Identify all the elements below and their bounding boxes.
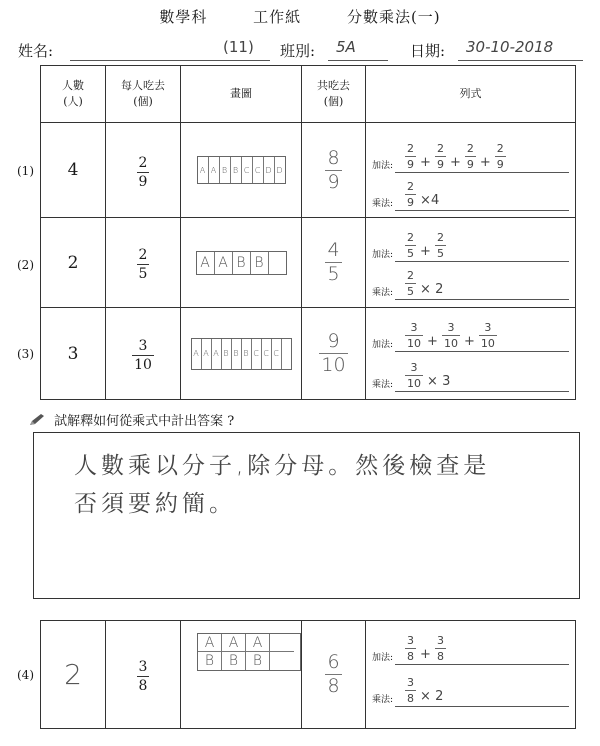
- drawing-box: C: [252, 339, 262, 369]
- drawing-cell: [181, 621, 302, 729]
- formula-cell: [366, 621, 576, 729]
- people-cell: 2: [41, 621, 106, 729]
- class-label: 班別:: [280, 42, 316, 60]
- total-cell: $\frac{9}{10}$: [302, 308, 366, 400]
- table-row: [41, 218, 576, 308]
- col-header-drawing: 畫圖: [181, 66, 302, 123]
- plus-sign: +: [463, 334, 475, 349]
- grid-cell: [270, 652, 294, 670]
- formula-cell: [366, 308, 576, 400]
- col-header-formula: 列式: [366, 66, 576, 123]
- drawing-box: B: [242, 339, 252, 369]
- date-line: [458, 60, 583, 61]
- addition-line: 加法: $\frac{2}{9}$ + $\frac{2}{9}$ + $\frac{2}{9}$ + $\frac{2}{9}$: [372, 137, 569, 173]
- fraction-term: $\frac{2}{5}$: [436, 231, 444, 260]
- col-header-people: 人數 (人): [41, 66, 106, 123]
- drawing-box: B: [233, 252, 251, 274]
- drawing-cell: [181, 218, 302, 308]
- date-label: 日期:: [410, 42, 446, 60]
- drawing-box: B: [232, 339, 242, 369]
- drawing-cell: [181, 308, 302, 400]
- drawing-box: B: [251, 252, 269, 274]
- drawing-box: D: [276, 165, 283, 175]
- drawing-box: B: [222, 339, 232, 369]
- answer-box: [33, 432, 580, 599]
- fraction-term: $\frac{2}{5}$: [407, 231, 415, 260]
- drawing-box: A: [212, 339, 222, 369]
- pencil-icon: [28, 413, 46, 431]
- drawing-box: [269, 252, 286, 274]
- drawing-box: B: [231, 157, 242, 183]
- worksheet-title: [0, 6, 600, 27]
- drawing-box: C: [262, 339, 272, 369]
- addition-line: 加法: $\frac{3}{8}$ + $\frac{3}{8}$: [372, 627, 569, 665]
- fraction-term: $\frac{3}{10}$: [480, 321, 495, 350]
- each-cell: $\frac{2}{9}$: [106, 123, 181, 218]
- drawing-box: B: [220, 157, 231, 183]
- fraction-term: $\frac{2}{9}$: [407, 142, 415, 171]
- fraction-term: $\frac{2}{9}$: [466, 142, 474, 171]
- col-header-each: 每人吃去 (個): [106, 66, 181, 123]
- student-info: [18, 38, 588, 64]
- title-topic: 分數乘法(一): [346, 8, 441, 26]
- grid-cell: A: [222, 634, 246, 652]
- col-header-total: 共吃去 (個): [302, 66, 366, 123]
- multiplication-line: 乘法: $\frac{3}{8}$ × 2: [372, 669, 569, 707]
- drawing-box: [282, 339, 291, 369]
- fraction-grid-drawing: [197, 633, 301, 671]
- plus-sign: +: [449, 155, 461, 170]
- worksheet-table: [40, 65, 576, 400]
- row-label-1: (1): [17, 164, 34, 178]
- fraction-drawing: [197, 156, 286, 184]
- row-label-4: (4): [17, 668, 34, 682]
- drawing-box: C: [253, 157, 264, 183]
- multiplication-line: 乘法: $\frac{2}{5}$ × 2: [372, 264, 569, 300]
- drawing-box: C: [272, 339, 282, 369]
- class-line: [328, 60, 388, 61]
- drawing-box: A: [215, 252, 233, 274]
- title-subject: 數學科: [159, 8, 208, 26]
- fraction-drawing: [196, 251, 287, 275]
- table-row: [41, 621, 576, 729]
- plus-sign: +: [427, 334, 438, 349]
- drawing-box: D: [264, 157, 275, 183]
- plus-sign: +: [420, 155, 431, 170]
- people-cell: 4: [41, 123, 106, 218]
- class-value: 5A: [336, 38, 356, 56]
- question: [28, 410, 234, 431]
- multiplication-line: 乘法: $\frac{2}{9}$ ×4: [372, 175, 569, 211]
- total-cell: $\frac{4}{5}$: [302, 218, 366, 308]
- drawing-box: A: [202, 339, 212, 369]
- question-text: 試解釋如何從乘式中計出答案 ?: [54, 414, 235, 429]
- worksheet-table-extra: [40, 620, 576, 729]
- each-cell: $\frac{3}{10}$: [106, 308, 181, 400]
- formula-cell: [366, 123, 576, 218]
- grid-cell: B: [246, 652, 270, 670]
- plus-sign: +: [479, 155, 491, 170]
- each-cell: $\frac{3}{8}$: [106, 621, 181, 729]
- title-type: 工作紙: [253, 8, 302, 26]
- fraction-term: $\frac{3}{10}$: [443, 321, 458, 350]
- row-label-3: (3): [17, 347, 34, 361]
- each-cell: $\frac{2}{5}$: [106, 218, 181, 308]
- formula-cell: [366, 218, 576, 308]
- fraction-term: $\frac{2}{9}$: [496, 142, 504, 171]
- drawing-box: A: [192, 339, 202, 369]
- fraction-term: $\frac{2}{9}$: [436, 142, 444, 171]
- drawing-cell: [181, 123, 302, 218]
- class-number: (11): [223, 38, 254, 56]
- name-line: [70, 60, 270, 61]
- total-cell: $\frac{6}{8}$: [302, 621, 366, 729]
- addition-line: 加法: $\frac{3}{10}$ + $\frac{3}{10}$ + $\frac{3}{10}$: [372, 316, 569, 352]
- people-cell: 3: [41, 308, 106, 400]
- fraction-term: $\frac{3}{8}$: [436, 634, 444, 663]
- fraction-term: $\frac{3}{8}$: [407, 634, 415, 663]
- row-label-2: (2): [17, 258, 34, 272]
- fraction-drawing: [191, 338, 292, 370]
- answer-line-2: 否須要約簡。: [74, 491, 236, 517]
- answer-line-1: 人數乘以分子,除分母。然後檢查是: [74, 453, 491, 479]
- name-label: 姓名:: [18, 42, 54, 60]
- drawing-box: A: [197, 252, 215, 274]
- drawing-box: A: [209, 157, 220, 183]
- people-cell: 2: [41, 218, 106, 308]
- fraction-term: $\frac{3}{10}$: [407, 321, 422, 350]
- addition-line: 加法: $\frac{2}{5}$ + $\frac{2}{5}$: [372, 226, 569, 262]
- drawing-box: C: [242, 157, 253, 183]
- plus-sign: +: [420, 244, 431, 259]
- drawing-box: A: [198, 157, 209, 183]
- grid-cell: [270, 634, 294, 652]
- grid-cell: B: [198, 652, 222, 670]
- table-row: [41, 123, 576, 218]
- grid-cell: A: [198, 634, 222, 652]
- table-row: [41, 308, 576, 400]
- total-cell: $\frac{8}{9}$: [302, 123, 366, 218]
- grid-cell: B: [222, 652, 246, 670]
- plus-sign: +: [420, 647, 431, 662]
- header-row: [41, 66, 576, 123]
- multiplication-line: 乘法: $\frac{3}{10}$ × 3: [372, 356, 569, 392]
- date-value: 30-10-2018: [466, 38, 554, 56]
- grid-cell: A: [246, 634, 270, 652]
